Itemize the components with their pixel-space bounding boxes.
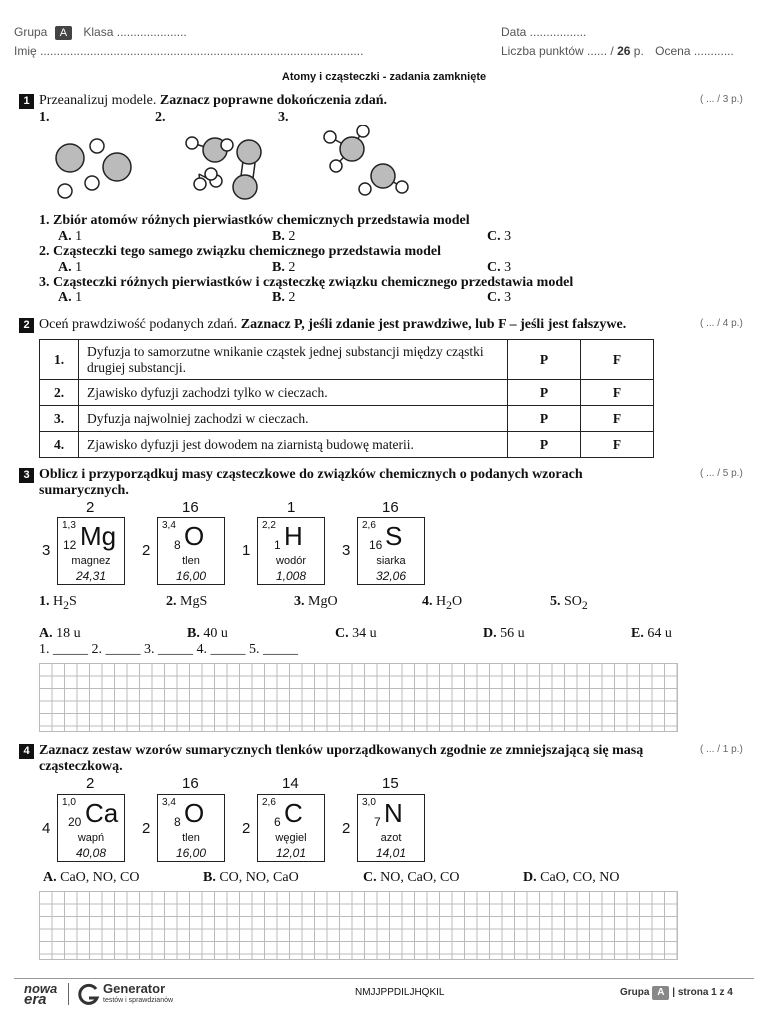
answer-a[interactable]: A. 18 u — [39, 626, 81, 641]
compound-3: 3. MgO — [294, 594, 338, 609]
element-card-h — [257, 517, 325, 585]
period-number: 2 — [142, 820, 151, 837]
points-suffix: p. — [633, 44, 644, 58]
statement-text: Dyfuzja to samorzutne wnikanie cząstek jednej substancji między cząstki drugiej substancji. — [79, 340, 508, 380]
atomic-number: 16 — [369, 538, 383, 552]
element-symbol: Mg — [80, 521, 117, 551]
logo-separator — [68, 983, 69, 1005]
question-2-text — [39, 317, 626, 333]
element-card-o — [157, 517, 225, 585]
row-number: 4. — [40, 432, 79, 458]
footer-divider — [14, 978, 754, 979]
row-number: 2. — [40, 380, 79, 406]
element-name: wodór — [276, 555, 306, 567]
question-number: 1 — [19, 94, 34, 109]
model-label-2: 2. — [155, 110, 166, 125]
q4-points: ( ... / 1 p.) — [700, 744, 743, 755]
logo-text-bottom: era — [24, 991, 47, 1008]
logo-text-top: nowa — [24, 981, 58, 996]
element-symbol: N — [384, 798, 403, 828]
period-number: 1 — [242, 542, 251, 559]
compound-2: 2. MgS — [166, 594, 208, 609]
group-field — [14, 25, 187, 40]
compound-1: 1. $H_2S$ — [39, 594, 77, 612]
electron-shells: 2,6 — [262, 797, 276, 808]
electron-shells: 1,3 — [62, 520, 76, 531]
true-option[interactable]: P — [508, 340, 581, 380]
table-row — [40, 380, 654, 406]
atomic-mass: 12,01 — [275, 846, 307, 860]
question-number: 4 — [19, 744, 34, 759]
group-number: 14 — [282, 775, 299, 792]
period-number: 3 — [342, 542, 351, 559]
period-number: 2 — [242, 820, 251, 837]
q4-option-c[interactable]: C. NO, CaO, CO — [363, 870, 460, 885]
q2-points: ( ... / 4 p.) — [700, 318, 743, 329]
group-number: 2 — [86, 499, 95, 516]
q1-points: ( ... / 3 p.) — [700, 94, 743, 105]
document-code: NMJJPPDILJHQKIL — [355, 987, 445, 998]
page-indicator — [620, 986, 733, 1000]
atom-small — [58, 184, 72, 198]
question-3-text: Oblicz i przyporządkuj masy cząsteczkowe do związków chemicznych o podanych wzorach sumarycznych. — [39, 467, 583, 498]
atomic-mass: 16,00 — [175, 846, 207, 860]
answer-c[interactable]: C. 34 u — [335, 626, 377, 641]
statement-text: Zjawisko dyfuzji zachodzi tylko w cieczach. — [79, 380, 508, 406]
element-symbol: C — [284, 798, 303, 828]
q1-item-1-option-a[interactable]: A. 1 — [58, 229, 83, 244]
group-number: 16 — [182, 775, 199, 792]
table-row — [40, 432, 654, 458]
electron-shells: 3,4 — [162, 797, 176, 808]
compound-5: 5. $SO_2$ — [550, 594, 588, 612]
atomic-number: 1 — [274, 538, 281, 552]
group-number: 2 — [86, 775, 95, 792]
q2-instruction: Zaznacz P, jeśli zdanie jest prawdziwe, lub F – jeśli jest fałszywe. — [240, 317, 627, 332]
compound-4: 4. $H_2O$ — [422, 594, 463, 612]
period-number: 3 — [42, 542, 51, 559]
q1-item-3-option-b[interactable]: B. 2 — [272, 290, 296, 305]
atom-small — [90, 139, 104, 153]
element-card-o — [157, 794, 225, 862]
true-option[interactable]: P — [508, 406, 581, 432]
atomic-mass: 16,00 — [175, 569, 207, 583]
element-card-c — [257, 794, 325, 862]
q4-option-a[interactable]: A. CaO, NO, CO — [43, 870, 140, 885]
nowa-era-logo — [24, 981, 58, 1008]
points-total: 26 — [617, 44, 631, 58]
false-option[interactable]: F — [581, 380, 654, 406]
name-field[interactable]: Imię ................................................................................................. — [14, 44, 364, 58]
atomic-mass: 32,06 — [375, 569, 407, 583]
true-option[interactable]: P — [508, 380, 581, 406]
false-option[interactable]: F — [581, 432, 654, 458]
element-symbol: H — [284, 521, 303, 551]
grade-field[interactable]: Ocena ............ — [655, 44, 734, 58]
generator-logo — [103, 982, 173, 1005]
electron-shells: 1,0 — [62, 797, 76, 808]
date-field[interactable]: Data ................. — [501, 25, 587, 39]
element-name: magnez — [71, 555, 111, 567]
q1-item-2: 2. Cząsteczki tego samego związku chemicznego przedstawia model — [39, 244, 442, 259]
atomic-number: 6 — [274, 815, 281, 829]
period-number: 2 — [142, 542, 151, 559]
generator-subtitle: testów i sprawdzianów — [103, 997, 174, 1004]
page-number: | strona 1 z 4 — [672, 987, 733, 998]
row-number: 1. — [40, 340, 79, 380]
element-symbol: S — [385, 521, 403, 551]
q1-item-3-option-c[interactable]: C. 3 — [487, 290, 512, 305]
points-label: Liczba punktów ...... / — [501, 44, 614, 58]
q1-item-1: 1. Zbiór atomów różnych pierwiastków chemicznych przedstawia model — [39, 213, 470, 228]
group-number: 16 — [182, 499, 199, 516]
q2-lead: Oceń prawdziwość podanych zdań. — [39, 317, 238, 332]
true-option[interactable]: P — [508, 432, 581, 458]
element-symbol: Ca — [85, 798, 119, 828]
group-number: 1 — [287, 499, 296, 516]
answer-blanks[interactable]: 1. _____ 2. _____ 3. _____ 4. _____ 5. _____ — [39, 642, 298, 657]
q3-points: ( ... / 5 p.) — [700, 468, 743, 479]
electron-shells: 3,0 — [362, 797, 376, 808]
atomic-mass: 40,08 — [75, 846, 107, 860]
question-number: 2 — [19, 318, 34, 333]
period-number: 4 — [42, 820, 51, 837]
group-label: Grupa — [14, 25, 48, 39]
question-4-text: Zaznacz zestaw wzorów sumarycznych tlenków uporządkowanych zgodnie ze zmniejszającą się masą cząsteczkową. — [39, 743, 644, 774]
period-number: 2 — [342, 820, 351, 837]
model-label-3: 3. — [278, 110, 289, 125]
statement-text: Dyfuzja najwolniej zachodzi w cieczach. — [79, 406, 508, 432]
atom-large — [103, 153, 131, 181]
q1-instruction: Zaznacz poprawne dokończenia zdań. — [159, 93, 388, 108]
answer-e[interactable]: E. 64 u — [631, 626, 672, 641]
q1-item-2-option-b[interactable]: B. 2 — [272, 260, 296, 275]
element-name: siarka — [376, 555, 406, 567]
electron-shells: 3,4 — [162, 520, 176, 531]
false-option[interactable]: F — [581, 406, 654, 432]
q1-item-1-option-c[interactable]: C. 3 — [487, 229, 512, 244]
row-number: 3. — [40, 406, 79, 432]
atomic-number: 12 — [63, 538, 77, 552]
element-card-ca — [57, 794, 125, 862]
group-number: 16 — [382, 499, 399, 516]
group-number: 15 — [382, 775, 399, 792]
atomic-mass: 24,31 — [75, 569, 107, 583]
atom-large — [56, 144, 84, 172]
question-1-text — [39, 93, 387, 109]
answer-b[interactable]: B. 40 u — [187, 626, 228, 641]
element-card-mg — [57, 517, 125, 585]
calculation-grid[interactable] — [39, 891, 678, 960]
model-label-1: 1. — [39, 110, 50, 125]
q1-item-2-option-c[interactable]: C. 3 — [487, 260, 512, 275]
atomic-mass: 1,008 — [275, 569, 307, 583]
q4-option-b[interactable]: B. CO, NO, CaO — [203, 870, 299, 885]
element-name: węgiel — [275, 832, 307, 844]
footer-group-badge: A — [652, 986, 669, 1000]
particle-models-image — [40, 125, 430, 207]
true-false-table — [39, 339, 654, 458]
element-name: tlen — [182, 832, 200, 844]
question-number: 3 — [19, 468, 34, 483]
element-name: tlen — [182, 555, 200, 567]
table-row — [40, 406, 654, 432]
false-option[interactable]: F — [581, 340, 654, 380]
q4-option-d[interactable]: D. CaO, CO, NO — [523, 870, 620, 885]
generator-g-icon — [76, 983, 100, 1007]
page-title: Atomy i cząsteczki - zadania zamknięte — [281, 71, 487, 83]
atom-small — [85, 176, 99, 190]
element-symbol: O — [184, 798, 205, 828]
atomic-number: 20 — [68, 815, 82, 829]
atomic-number: 7 — [374, 815, 381, 829]
q1-lead: Przeanalizuj modele. — [39, 93, 157, 108]
table-row — [40, 340, 654, 380]
statement-text: Zjawisko dyfuzji jest dowodem na ziarnistą budowę materii. — [79, 432, 508, 458]
calculation-grid[interactable] — [39, 663, 678, 732]
answer-d[interactable]: D. 56 u — [483, 626, 525, 641]
atomic-mass: 14,01 — [375, 846, 407, 860]
element-card-s — [357, 517, 425, 585]
q1-item-3-option-a[interactable]: A. 1 — [58, 290, 83, 305]
q1-item-3: 3. Cząsteczki różnych pierwiastków i cząsteczkę związku chemicznego przedstawia model — [39, 275, 574, 290]
points-field — [501, 44, 734, 58]
atomic-number: 8 — [174, 538, 181, 552]
group-badge: A — [55, 26, 72, 40]
q1-item-1-option-b[interactable]: B. 2 — [272, 229, 296, 244]
element-name: wapń — [77, 832, 105, 844]
electron-shells: 2,2 — [262, 520, 276, 531]
q1-item-2-option-a[interactable]: A. 1 — [58, 260, 83, 275]
element-symbol: O — [184, 521, 205, 551]
element-name: azot — [380, 832, 402, 844]
footer-group-label: Grupa — [620, 987, 650, 998]
class-field[interactable]: Klasa ..................... — [83, 25, 187, 39]
electron-shells: 2,6 — [362, 520, 376, 531]
generator-title: Generator — [103, 981, 166, 996]
atomic-number: 8 — [174, 815, 181, 829]
element-card-n — [357, 794, 425, 862]
